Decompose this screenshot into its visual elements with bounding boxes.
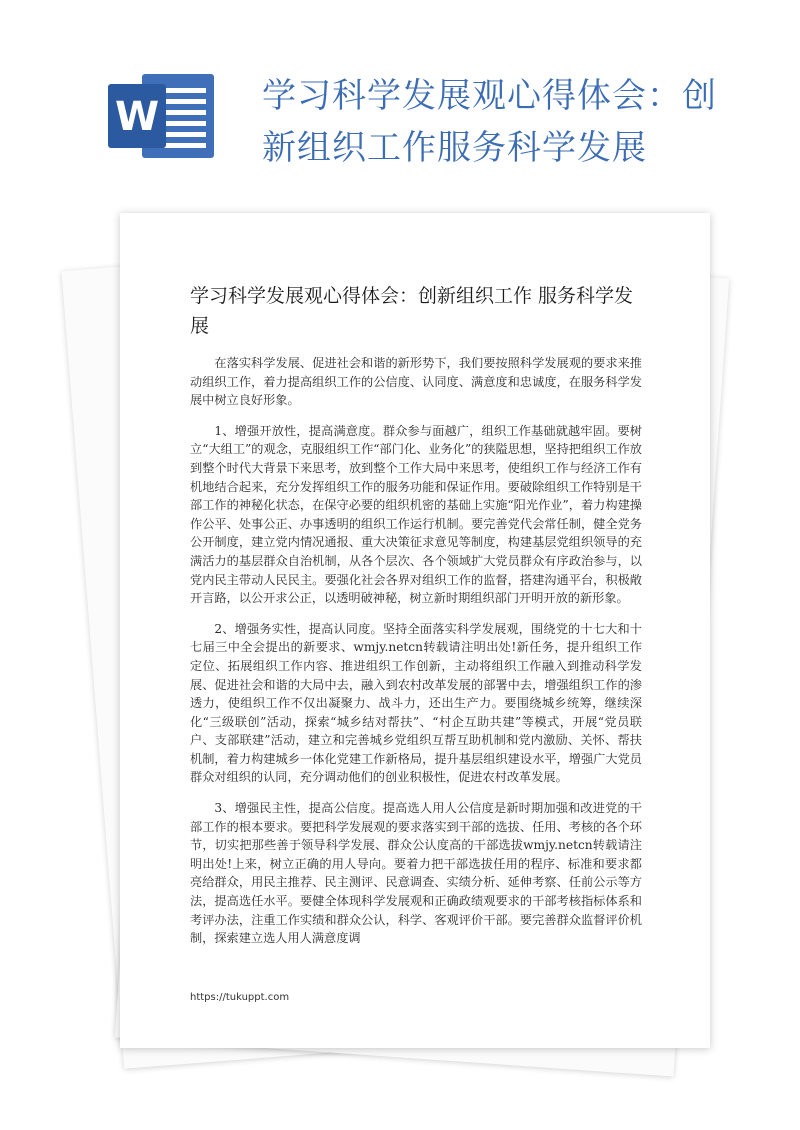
paragraph-openness: 1、增强开放性，提高满意度。群众参与面越广，组织工作基础就越牢固。要树立“大组工”的观念，克服组织工作“部门化、业务化”的狭隘思想，坚持把组织工作放到整个时代大背景下来思考，放到整个工作大局中来思考，使组织工作与经济工作有机地结合起来，充分发挥组织工作的服务功能和保证作用。要破除组织工作特别是干部工作的神秘化状态，在保守必要的组织机密的基础上实施“阳光作业”，着力构建操作公平、处事公正、办事透明的组织工作运行机制。要完善党代会常任制，健全党务公开制度，建立党内情况通报、重大决策征求意见等制度，构建基层党组织领导的充满活力的基层群众自治机制，从各个层次、各个领域扩大党员群众有序政治参与，以党内民主带动人民民主。要强化社会各界对组织工作的监督，搭建沟通平台，积极敞开言路，以公开求公正，以透明破神秘，树立新时期组织部门开明开放的新形象。 [190,423,642,606]
header-banner [0,0,800,220]
word-document-icon [108,70,218,162]
footer-url: https://tukuppt.com [190,992,290,1003]
intro-paragraph: 在落实科学发展、促进社会和谐的新形势下，我们要按照科学发展观的要求来推动组织工作，着力提高组织工作的公信度、认同度、满意度和忠诚度，在服务科学发展中树立良好形象。 [190,356,642,408]
svg-text:W: W [114,94,160,140]
document-page [120,213,710,1048]
paragraph-practicality: 2、增强务实性，提高认同度。坚持全面落实科学发展观，围绕党的十七大和十七届三中全会提出的新要求、wmjy.netcn转载请注明出处!新任务，提升组织工作定位、拓展组织工作内容、推进组织工作创新，主动将组织工作融入到推动科学发展、促进社会和谐的大局中去，融入到农村改革发展的部署中去，增强组织工作的渗透力，使组织工作不仅出凝聚力、战斗力，还出生产力。要围绕城乡统筹，继续深化“三级联创”活动，探索“城乡结对帮扶”、“村企互助共建”等模式，开展“党员联户、支部联建”活动，建立和完善城乡党组织互帮互助机制和党内激励、关怀、帮扶机制，着力构建城乡一体化党建工作新格局，提升基层组织建设水平，增强广大党员群众对组织的认同，充分调动他们的创业积极性，促进农村改革发展。 [190,621,642,785]
header-title: 学习科学发展观心得体会：创新组织工作服务科学发展 [262,76,717,168]
document-title: 学习科学发展观心得体会：创新组织工作 服务科学发展 [190,285,634,337]
paragraph-democracy: 3、增强民主性，提高公信度。提高选人用人公信度是新时期加强和改进党的干部工作的根本要求。要把科学发展观的要求落实到干部的选拔、任用、考核的各个环节，切实把那些善于领导科学发展、群众公认度高的干部选拔wmjy.netcn转载请注明出处!上来，树立正确的用人导向。要着力把干部选拔任用的程序、标准和要求都亮给群众，用民主推荐、民主测评、民意调查、实绩分析、延伸考察、任前公示等方法，提高选任水平。要健全体现科学发展观和正确政绩观要求的干部考核指标体系和考评办法，注重工作实绩和群众公认，科学、客观评价干部。要完善群众监督评价机制，探索建立选人用人满意度调 [190,801,642,946]
document-body [190,354,642,960]
